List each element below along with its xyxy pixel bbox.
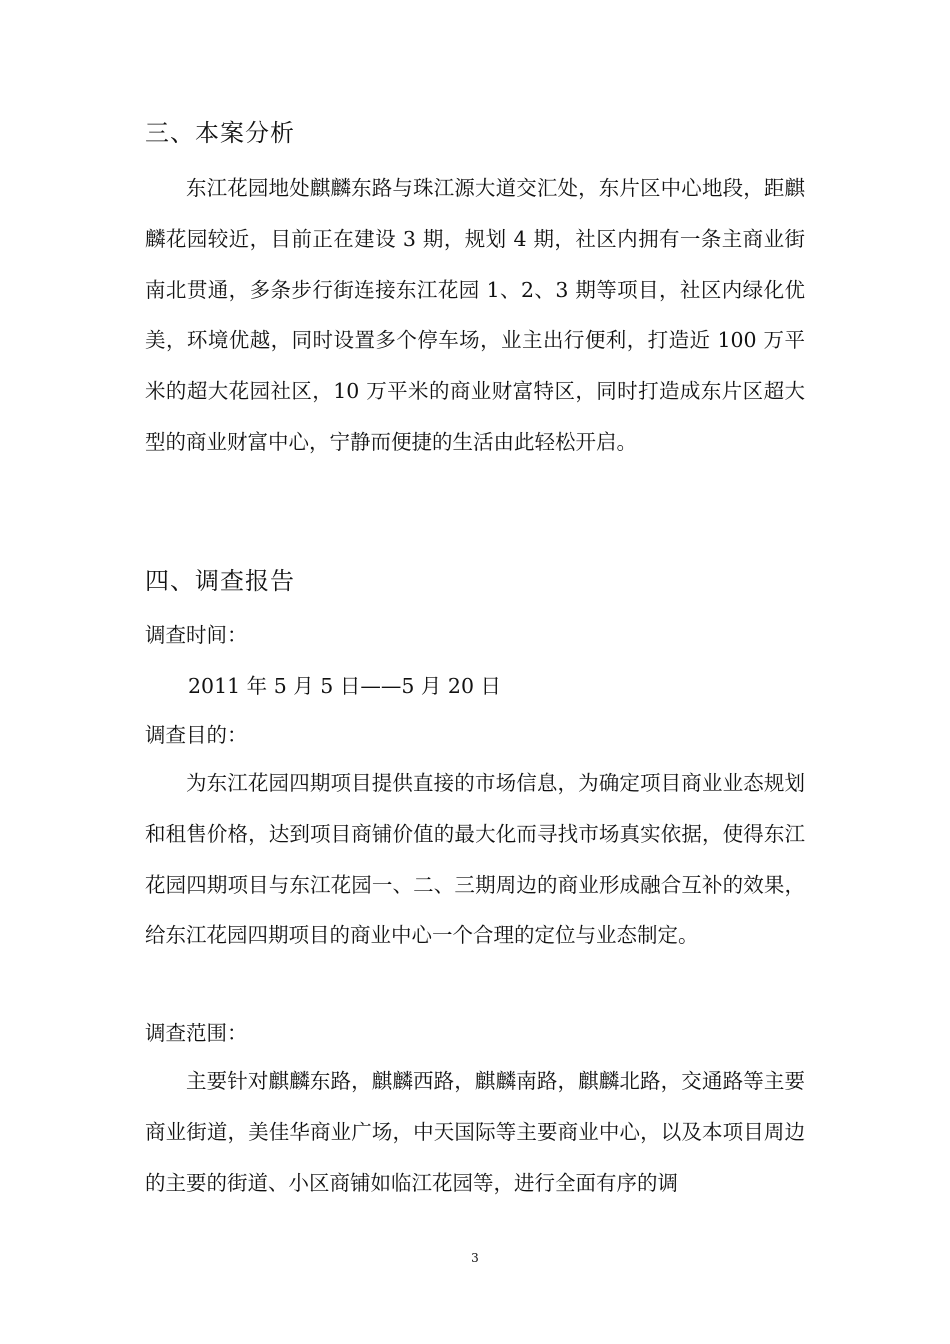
survey-time-label: 调查时间： xyxy=(145,623,248,647)
survey-purpose-label: 调查目的： xyxy=(145,723,248,747)
section-3-heading: 三、本案分析 xyxy=(145,119,295,147)
survey-scope-label: 调查范围： xyxy=(145,1021,248,1045)
section-3-paragraph: 东江花园地处麒麟东路与珠江源大道交汇处，东片区中心地段，距麒麟花园较近，目前正在建设 3 期，规划 4 期，社区内拥有一条主商业街南北贯通，多条步行街连接东江花园 1、2、3 期等项目，社区内绿化优美，环境优越，同时设置多个停车场，业主出行便利，打造近 100 万平米的超大花园社区，10 万平米的商业财富特区，同时打造成东片区超大型的商业财富中心，宁静而便捷的生活由此轻松开启。 xyxy=(145,176,805,454)
survey-scope-paragraph: 主要针对麒麟东路，麒麟西路，麒麟南路，麒麟北路，交通路等主要商业街道，美佳华商业广场，中天国际等主要商业中心，以及本项目周边的主要的街道、小区商铺如临江花园等，进行全面有序的调 xyxy=(145,1069,805,1195)
section-4-heading: 四、调查报告 xyxy=(145,567,295,595)
survey-time-value: 2011 年 5 月 5 日——5 月 20 日 xyxy=(188,674,502,698)
page-number: 3 xyxy=(471,1251,479,1265)
survey-purpose-paragraph: 为东江花园四期项目提供直接的市场信息，为确定项目商业业态规划和租售价格，达到项目商铺价值的最大化而寻找市场真实依据，使得东江花园四期项目与东江花园一、二、三期周边的商业形成融合互补的效果，给东江花园四期项目的商业中心一个合理的定位与业态制定。 xyxy=(145,771,805,948)
